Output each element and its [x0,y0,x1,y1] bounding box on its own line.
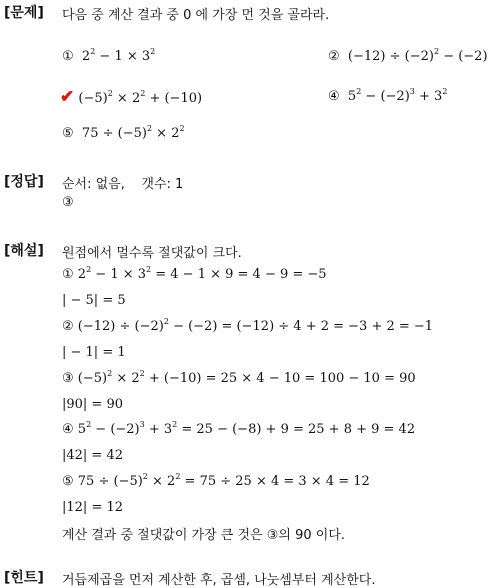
answer-tag: [정답] [4,174,44,190]
option-number: ② [328,49,340,64]
answer-value: ③ [62,195,74,210]
option-number: ① [62,49,74,64]
explanation-line-6: |90| = 90 [62,397,124,412]
explanation-line-4: | − 1| = 1 [62,345,126,360]
option-5[interactable]: ⑤ $75 \div (-5)^2 \times 2^2$ [62,124,185,141]
explanation-conclusion: 계산 결과 중 절댓값이 가장 큰 것은 ③의 90 이다. [62,528,346,543]
explanation-tag: [해설] [4,243,44,259]
hint-text: 거듭제곱을 먼저 계산한 후, 곱셈, 나눗셈부터 계산한다. [62,573,376,588]
explanation-line-3: ② $(-12) \div (-2)^2 - (-2) = (-12) \div 4 + 2 = -3 + 2 = -1$ [62,317,434,334]
explanation-line-7: ④ $5^2 - (-2)^3 + 3^2 = 25 - (-8) + 9 = 25 + 8 + 9 = 42$ [62,420,416,437]
answer-order: 순서: 없음, [62,177,125,192]
answer-count: 갯수: 1 [141,177,184,192]
explanation-line-5: ③ $(-5)^2 \times 2^2 + (-10) = 25 \times 4 - 10 = 100 - 10 = 90$ [62,369,416,386]
hint-tag: [힌트] [4,570,44,586]
option-number: ⑤ [62,126,74,141]
explanation-line-8: |42| = 42 [62,448,124,463]
problem-question: 다음 중 계산 결과 중 0 에 가장 먼 것을 골라라. [62,8,330,23]
check-mark-icon: ✔ [60,87,75,107]
problem-tag: [문제] [4,5,44,21]
option-3[interactable]: ✔ $(-5)^2 \times 2^2 + (-10)$ [60,87,203,107]
explanation-line-1: ① $2^2 - 1 \times 3^2 = 4 - 1 \times 9 = 4 - 9 = -5$ [62,265,327,282]
answer-meta [62,173,183,192]
option-2[interactable]: ② $(-12) \div (-2)^2 - (-2)$ [328,47,488,64]
explanation-line-2: | − 5| = 5 [62,293,126,308]
option-4[interactable]: ④ $5^2 - (-2)^3 + 3^2$ [328,87,448,104]
explanation-intro: 원점에서 멀수록 절댓값이 크다. [62,246,242,261]
explanation-line-10: |12| = 12 [62,500,124,515]
option-1[interactable]: ① $2^2 - 1 \times 3^2$ [62,47,156,64]
explanation-line-9: ⑤ $75 \div (-5)^2 \times 2^2 = 75 \div 25 \times 4 = 3 \times 4 = 12$ [62,472,370,489]
option-number: ④ [328,89,340,104]
